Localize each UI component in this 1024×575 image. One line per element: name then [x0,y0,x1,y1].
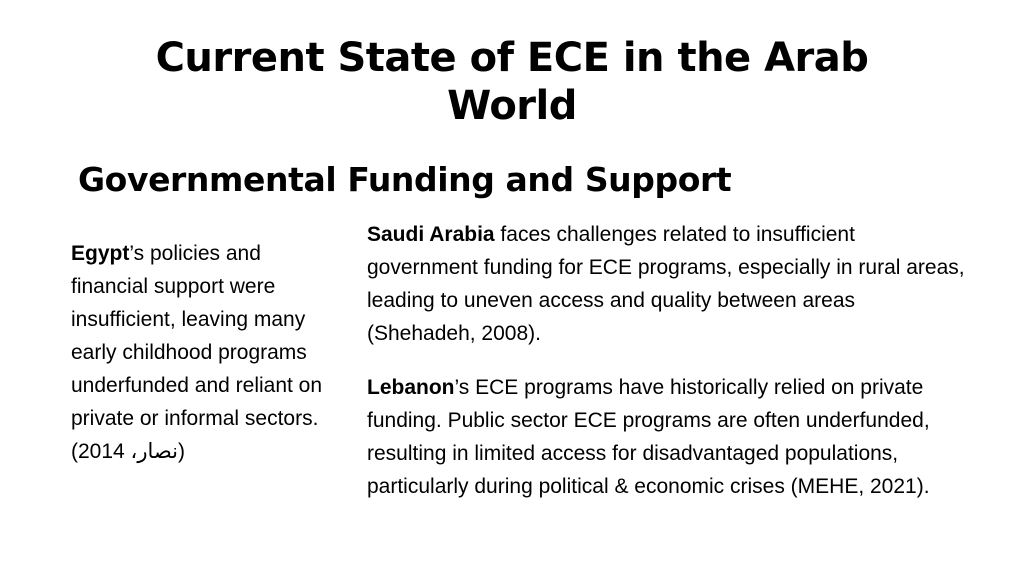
lebanon-text: ’s ECE programs have historically relied on private funding. Public sector ECE programs are often underfunded, resulting in limited access for disadvantaged populations, particularly during political & economic crises (MEHE, 2021). [367,376,930,498]
citation-open: (2014 ، [71,440,138,463]
slide-title: Current State of ECE in the Arab World [155,35,869,129]
section-subtitle: Governmental Funding and Support [78,160,732,199]
citation-close: ) [177,440,185,463]
lebanon-label: Lebanon [367,376,455,399]
saudi-label: Saudi Arabia [367,223,495,246]
citation-arabic-author: نصار [137,440,178,463]
saudi-text: faces challenges related to insufficient government funding for ECE programs, especially in rural areas, leading to uneven access and quality between areas (Shehadeh, 2008). [367,223,965,345]
egypt-label: Egypt [71,242,130,265]
right-column [367,218,967,503]
egypt-text: ’s policies and financial support were insufficient, leaving many early childhood programs underfunded and reliant on private or informal sectors. [71,242,323,430]
saudi-paragraph [367,218,967,350]
egypt-paragraph [71,237,341,468]
lebanon-paragraph [367,371,967,503]
